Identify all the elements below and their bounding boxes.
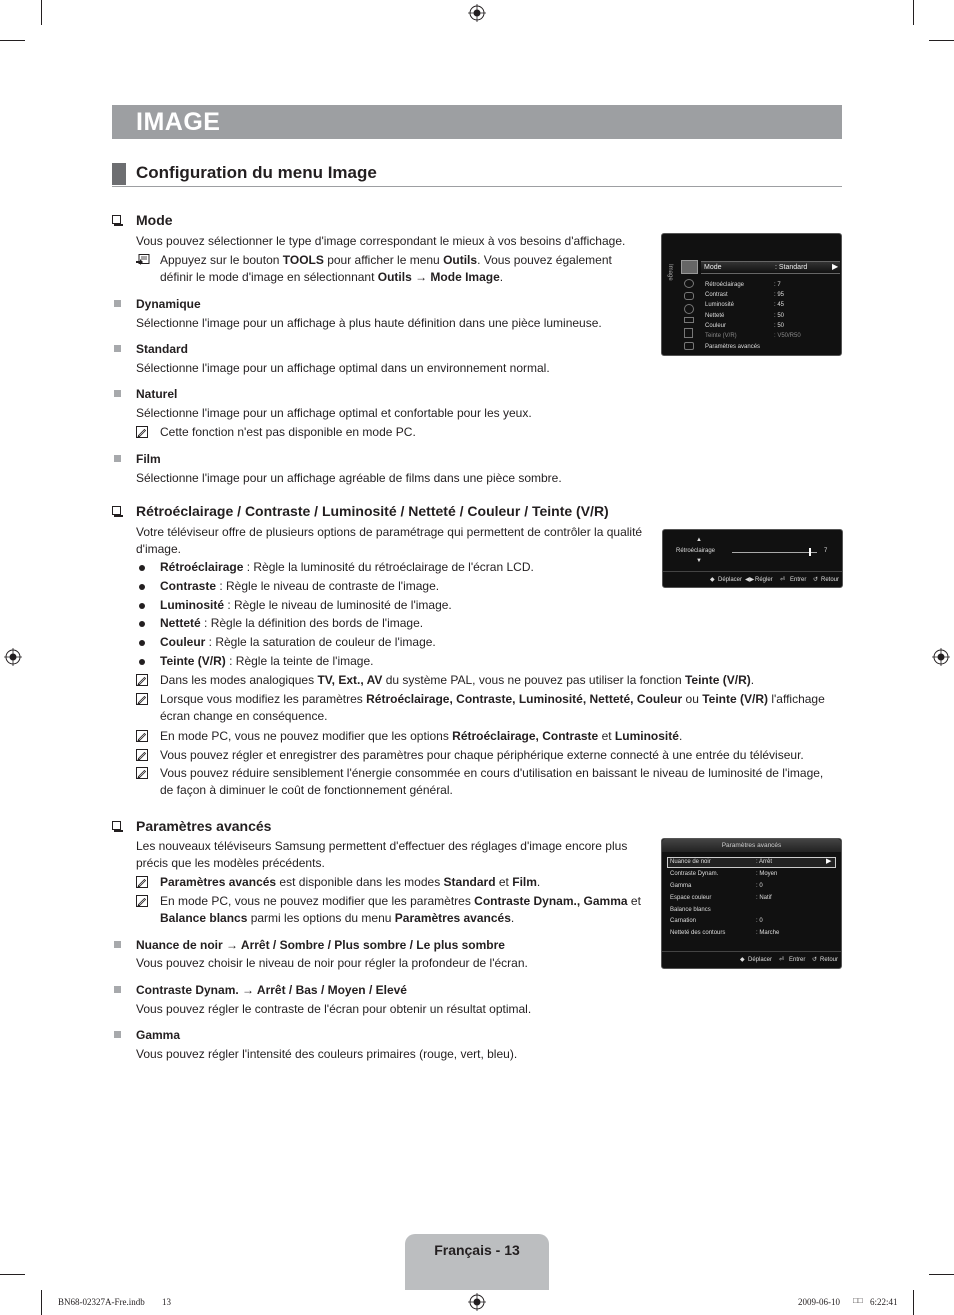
- osd-row-value: : 7: [774, 282, 781, 288]
- text: Vous pouvez réduire sensiblement l'énergie consommée en cours d'utilisation en baissant le niveau de luminosité de l'image,: [160, 766, 824, 780]
- mode-item-title: Naturel: [136, 387, 178, 401]
- osd-row-value: : 95: [774, 292, 785, 298]
- mode-item-desc: Sélectionne l'image pour un affichage optimal et confortable pour les yeux.: [136, 406, 532, 420]
- bold-text: TV, Ext., AV: [317, 673, 383, 687]
- note-icon: [136, 876, 148, 888]
- section-marker: [112, 163, 126, 185]
- crop-mark: [929, 1274, 954, 1275]
- text: .: [678, 729, 683, 743]
- bold-text: Luminosité: [614, 729, 679, 743]
- mode-item-title: Standard: [136, 342, 189, 356]
- mode-heading: Mode: [136, 212, 173, 228]
- text: Appuyez sur le bouton: [160, 253, 283, 267]
- bullet-term: Couleur: [160, 635, 206, 649]
- advanced-intro: [136, 838, 656, 872]
- text: En mode PC, vous ne pouvez modifier que les paramètres: [160, 894, 475, 908]
- text: .: [536, 875, 541, 889]
- osd-divider: [662, 951, 841, 952]
- osd-nav-label: Entrer: [789, 957, 806, 963]
- footer-file: BN68-02327A-Fre.indb: [58, 1297, 145, 1307]
- osd-side-label: Image: [667, 264, 673, 281]
- bullet-square-icon: [114, 986, 121, 993]
- osd-input-icon: [684, 317, 694, 323]
- osd-row-value: : V50/R50: [774, 333, 801, 339]
- text: et: [495, 875, 513, 889]
- bold-text: Teinte (V/R): [702, 692, 768, 706]
- retro-heading: Rétroéclairage / Contraste / Luminosité / Netteté / Couleur / Teinte (V/R): [136, 503, 609, 519]
- footer-date: 2009-06-10: [798, 1297, 840, 1307]
- crop-mark: [0, 40, 25, 41]
- bullet-square-icon: [114, 345, 121, 352]
- bullet-square-icon: [114, 1031, 121, 1038]
- text: de façon à diminuer le coût de fonctionnement général.: [160, 783, 453, 797]
- section-divider: [112, 186, 842, 187]
- bullet-dot-icon: [139, 603, 145, 609]
- retro-intro: [136, 524, 656, 558]
- retro-bullet: [160, 615, 423, 632]
- tools-menu-name: Outils: [443, 253, 478, 267]
- osd-image-menu: [661, 233, 842, 356]
- retro-note: [160, 765, 850, 799]
- text: parmi les options du menu: [247, 911, 395, 925]
- osd-picture-icon: [681, 260, 698, 274]
- text: .: [499, 270, 504, 284]
- osd-nav-label: Entrer: [790, 577, 807, 583]
- retro-note: [160, 728, 840, 745]
- osd-row-value: : Marche: [756, 930, 780, 936]
- retro-note: Vous pouvez régler et enregistrer des paramètres pour chaque périphérique externe connecté à une entrée du téléviseur.: [160, 748, 804, 762]
- osd-slider-thumb[interactable]: [809, 548, 811, 556]
- text: et: [627, 894, 641, 908]
- crop-mark: [41, 1290, 42, 1315]
- bullet-term: Rétroéclairage: [160, 560, 244, 574]
- osd-row-label: Carnation: [670, 918, 697, 924]
- text: définir le mode d'image en sélectionnant: [160, 270, 378, 284]
- advanced-item-desc: Vous pouvez régler le contraste de l'écran pour obtenir un résultat optimal.: [136, 1002, 532, 1016]
- advanced-heading: Paramètres avancés: [136, 818, 272, 834]
- osd-row-label: Couleur: [705, 323, 727, 329]
- registration-mark-icon: [4, 648, 22, 666]
- bullet-square-icon: [114, 390, 121, 397]
- bullet-term: Contraste: [160, 579, 217, 593]
- page-label: Français - 13: [434, 1242, 520, 1258]
- bold-text: Teinte (V/R): [684, 673, 751, 687]
- osd-row-label: Contraste Dynam.: [670, 871, 719, 877]
- bold-text: Rétroéclairage, Contraste, Luminosité, Netteté, Couleur: [366, 692, 683, 706]
- mode-item-desc: Sélectionne l'image pour un affichage optimal dans un environnement normal.: [136, 361, 550, 375]
- bold-text: Rétroéclairage, Contraste: [452, 729, 599, 743]
- bullet-square-icon: [114, 941, 121, 948]
- advanced-item-title: Nuance de noir → Arrêt / Sombre / Plus sombre / Le plus sombre: [136, 938, 505, 952]
- registration-mark-icon: [468, 4, 486, 22]
- bullet-dot-icon: [139, 640, 145, 646]
- mode-item-title: Film: [136, 452, 161, 466]
- crop-mark: [41, 0, 42, 25]
- osd-row-label: Rétroéclairage: [705, 282, 745, 288]
- osd-up-arrow-icon[interactable]: ▲: [696, 537, 702, 543]
- osd-setup-icon: [684, 304, 694, 314]
- chapter-title: IMAGE: [136, 108, 221, 136]
- osd-row-label: Netteté des contours: [670, 930, 726, 936]
- bullet-desc: : Règle le niveau de luminosité de l'image.: [224, 598, 452, 612]
- footer-time: 6:22:41: [870, 1297, 898, 1307]
- osd-row-value: : 0: [756, 918, 763, 924]
- crop-mark: [913, 1290, 914, 1315]
- bullet-term: Netteté: [160, 616, 201, 630]
- text: Les nouveaux téléviseurs Samsung permettent d'effectuer des réglages d'image encore plus: [136, 839, 628, 853]
- mode-item-title: Dynamique: [136, 297, 201, 311]
- osd-row-label: Nuance de noir: [670, 859, 711, 865]
- retro-bullet: [160, 559, 534, 576]
- registration-mark-icon: [468, 1293, 486, 1311]
- checkbox-icon: [112, 821, 121, 830]
- registration-mark-icon: [932, 648, 950, 666]
- osd-sound-icon: [684, 279, 694, 288]
- text: En mode PC, vous ne pouvez modifier que les options: [160, 729, 453, 743]
- osd-move-icon: ◆: [740, 957, 745, 963]
- osd-slider-track[interactable]: [732, 552, 817, 553]
- text: Lorsque vous modifiez les paramètres: [160, 692, 367, 706]
- naturel-note: Cette fonction n'est pas disponible en mode PC.: [160, 425, 416, 439]
- osd-slider-panel: [662, 529, 843, 588]
- text: écran change en conséquence.: [160, 709, 328, 723]
- osd-row-label: Espace couleur: [670, 895, 712, 901]
- osd-return-icon: ↺: [812, 957, 818, 963]
- text: du système PAL, vous ne pouvez pas utiliser la fonction: [382, 673, 685, 687]
- tools-path: Outils → Mode Image: [377, 270, 500, 284]
- note-icon: [136, 767, 148, 779]
- bullet-dot-icon: [139, 584, 145, 590]
- osd-row-value: : Natif: [756, 895, 772, 901]
- bullet-term: Teinte (V/R): [160, 654, 226, 668]
- chapter-title-bar: [112, 105, 842, 139]
- osd-enter-icon: ⏎: [780, 577, 786, 583]
- osd-row-value: : 50: [774, 313, 785, 319]
- osd-nav-label: Retour: [820, 957, 839, 963]
- note-icon: [136, 693, 148, 705]
- osd-row-label: Contrast: [705, 292, 728, 298]
- bold-text: Contraste Dynam., Gamma: [474, 894, 628, 908]
- note-icon: [136, 674, 148, 686]
- bold-text: Film: [512, 875, 537, 889]
- osd-nav-label: Déplacer: [748, 957, 773, 963]
- bullet-desc: : Règle la définition des bords de l'image.: [200, 616, 424, 630]
- text: d'image.: [136, 542, 181, 556]
- bullet-dot-icon: [139, 565, 145, 571]
- text: est disponible dans les modes: [276, 875, 444, 889]
- osd-row-label: Teinte (V/R): [705, 333, 737, 339]
- tools-key: TOOLS: [282, 253, 324, 267]
- osd-enter-icon: ⏎: [779, 957, 785, 963]
- section-title: Configuration du menu Image: [136, 163, 377, 182]
- text: Dans les modes analogiques: [160, 673, 318, 687]
- bullet-square-icon: [114, 300, 121, 307]
- text: Votre téléviseur offre de plusieurs options de paramétrage qui permettent de contrôler la qualité: [136, 525, 643, 539]
- osd-return-icon: ↺: [813, 577, 819, 583]
- text: . Vous pouvez également: [477, 253, 612, 267]
- osd-arrow-right-icon[interactable]: ▶: [832, 262, 839, 271]
- osd-nav-label: Déplacer: [718, 577, 743, 583]
- osd-row-value: : 50: [774, 323, 785, 329]
- bold-text: Paramètres avancés: [394, 911, 511, 925]
- text: ou: [682, 692, 703, 706]
- osd-row-label: Gamma: [670, 883, 692, 889]
- retro-note: [160, 672, 840, 689]
- bullet-dot-icon: [139, 659, 145, 665]
- tools-note: [160, 252, 640, 286]
- mode-item-desc: Sélectionne l'image pour un affichage à plus haute définition dans une pièce lumineuse.: [136, 316, 602, 330]
- osd-row-value: : Standard: [775, 264, 808, 271]
- mode-intro: Vous pouvez sélectionner le type d'image correspondant le mieux à vos besoins d'affichage.: [136, 234, 626, 248]
- osd-row-value: : Arrêt: [756, 859, 773, 865]
- osd-row-value: : 0: [756, 883, 763, 889]
- osd-down-arrow-icon[interactable]: ▼: [696, 558, 702, 564]
- osd-row-label: Luminosité: [705, 302, 735, 308]
- osd-channel-icon: [684, 292, 694, 300]
- crop-mark: [0, 1274, 25, 1275]
- text: .: [510, 911, 515, 925]
- osd-slider-label: Rétroéclairage: [676, 548, 716, 554]
- advanced-item-title: Contraste Dynam. → Arrêt / Bas / Moyen / Elevé: [136, 983, 407, 997]
- osd-divider: [663, 571, 842, 572]
- retro-bullet: [160, 578, 439, 595]
- osd-adjust-icon: ◀▶: [745, 577, 755, 583]
- advanced-note: [160, 874, 660, 891]
- osd-arrow-right-icon[interactable]: ▶: [826, 858, 832, 865]
- bullet-square-icon: [114, 455, 121, 462]
- text: précis que les modèles précédents.: [136, 856, 325, 870]
- osd-row-label: Mode: [704, 264, 722, 271]
- osd-advanced-menu: [661, 838, 842, 969]
- osd-nav-label: Régler: [755, 577, 773, 583]
- retro-bullet: [160, 597, 452, 614]
- note-icon: [136, 749, 148, 761]
- retro-note: [160, 691, 850, 725]
- text: l'affichage: [767, 692, 825, 706]
- bullet-dot-icon: [139, 621, 145, 627]
- advanced-item-desc: Vous pouvez régler l'intensité des couleurs primaires (rouge, vert, bleu).: [136, 1047, 518, 1061]
- bullet-desc: : Règle la teinte de l'image.: [225, 654, 374, 668]
- bullet-desc: : Règle la luminosité du rétroéclairage de l'écran LCD.: [243, 560, 534, 574]
- advanced-note: [160, 893, 660, 927]
- checkbox-icon: [112, 215, 121, 224]
- bold-text: Standard: [443, 875, 496, 889]
- note-icon: [136, 895, 148, 907]
- text: pour afficher le menu: [323, 253, 444, 267]
- osd-move-icon: ◆: [710, 577, 715, 583]
- text: .: [750, 673, 755, 687]
- osd-row-label: Balance blancs: [670, 907, 711, 913]
- footer-box-glyph: □□: [853, 1296, 863, 1305]
- tools-note-icon: [136, 254, 150, 267]
- note-icon: [136, 730, 148, 742]
- crop-mark: [913, 0, 914, 25]
- osd-row-label: Paramètres avancés: [705, 344, 761, 350]
- bullet-desc: : Règle la saturation de couleur de l'image.: [205, 635, 436, 649]
- osd-title: Paramètres avancés: [721, 842, 782, 849]
- osd-nav-label: Retour: [821, 577, 840, 583]
- page-number-tab: [405, 1234, 549, 1290]
- advanced-item-desc: Vous pouvez choisir le niveau de noir pour régler la profondeur de l'écran.: [136, 956, 528, 970]
- osd-row-value: : 45: [774, 302, 785, 308]
- crop-mark: [929, 40, 954, 41]
- osd-slider-value: 7: [824, 548, 828, 554]
- advanced-item-title: Gamma: [136, 1028, 181, 1042]
- bold-text: Balance blancs: [160, 911, 248, 925]
- osd-app-icon: [684, 328, 693, 338]
- osd-support-icon: [684, 342, 694, 350]
- checkbox-icon: [112, 506, 121, 515]
- osd-row-label: Netteté: [705, 313, 725, 319]
- retro-bullet: [160, 653, 374, 670]
- bold-text: Paramètres avancés: [160, 875, 277, 889]
- bullet-term: Luminosité: [160, 598, 225, 612]
- osd-row-value: : Moyen: [756, 871, 778, 877]
- footer-page-number: 13: [162, 1297, 171, 1307]
- retro-bullet: [160, 634, 436, 651]
- note-icon: [136, 426, 148, 438]
- bullet-desc: : Règle le niveau de contraste de l'image.: [216, 579, 440, 593]
- mode-item-desc: Sélectionne l'image pour un affichage agréable de films dans une pièce sombre.: [136, 471, 562, 485]
- text: et: [598, 729, 615, 743]
